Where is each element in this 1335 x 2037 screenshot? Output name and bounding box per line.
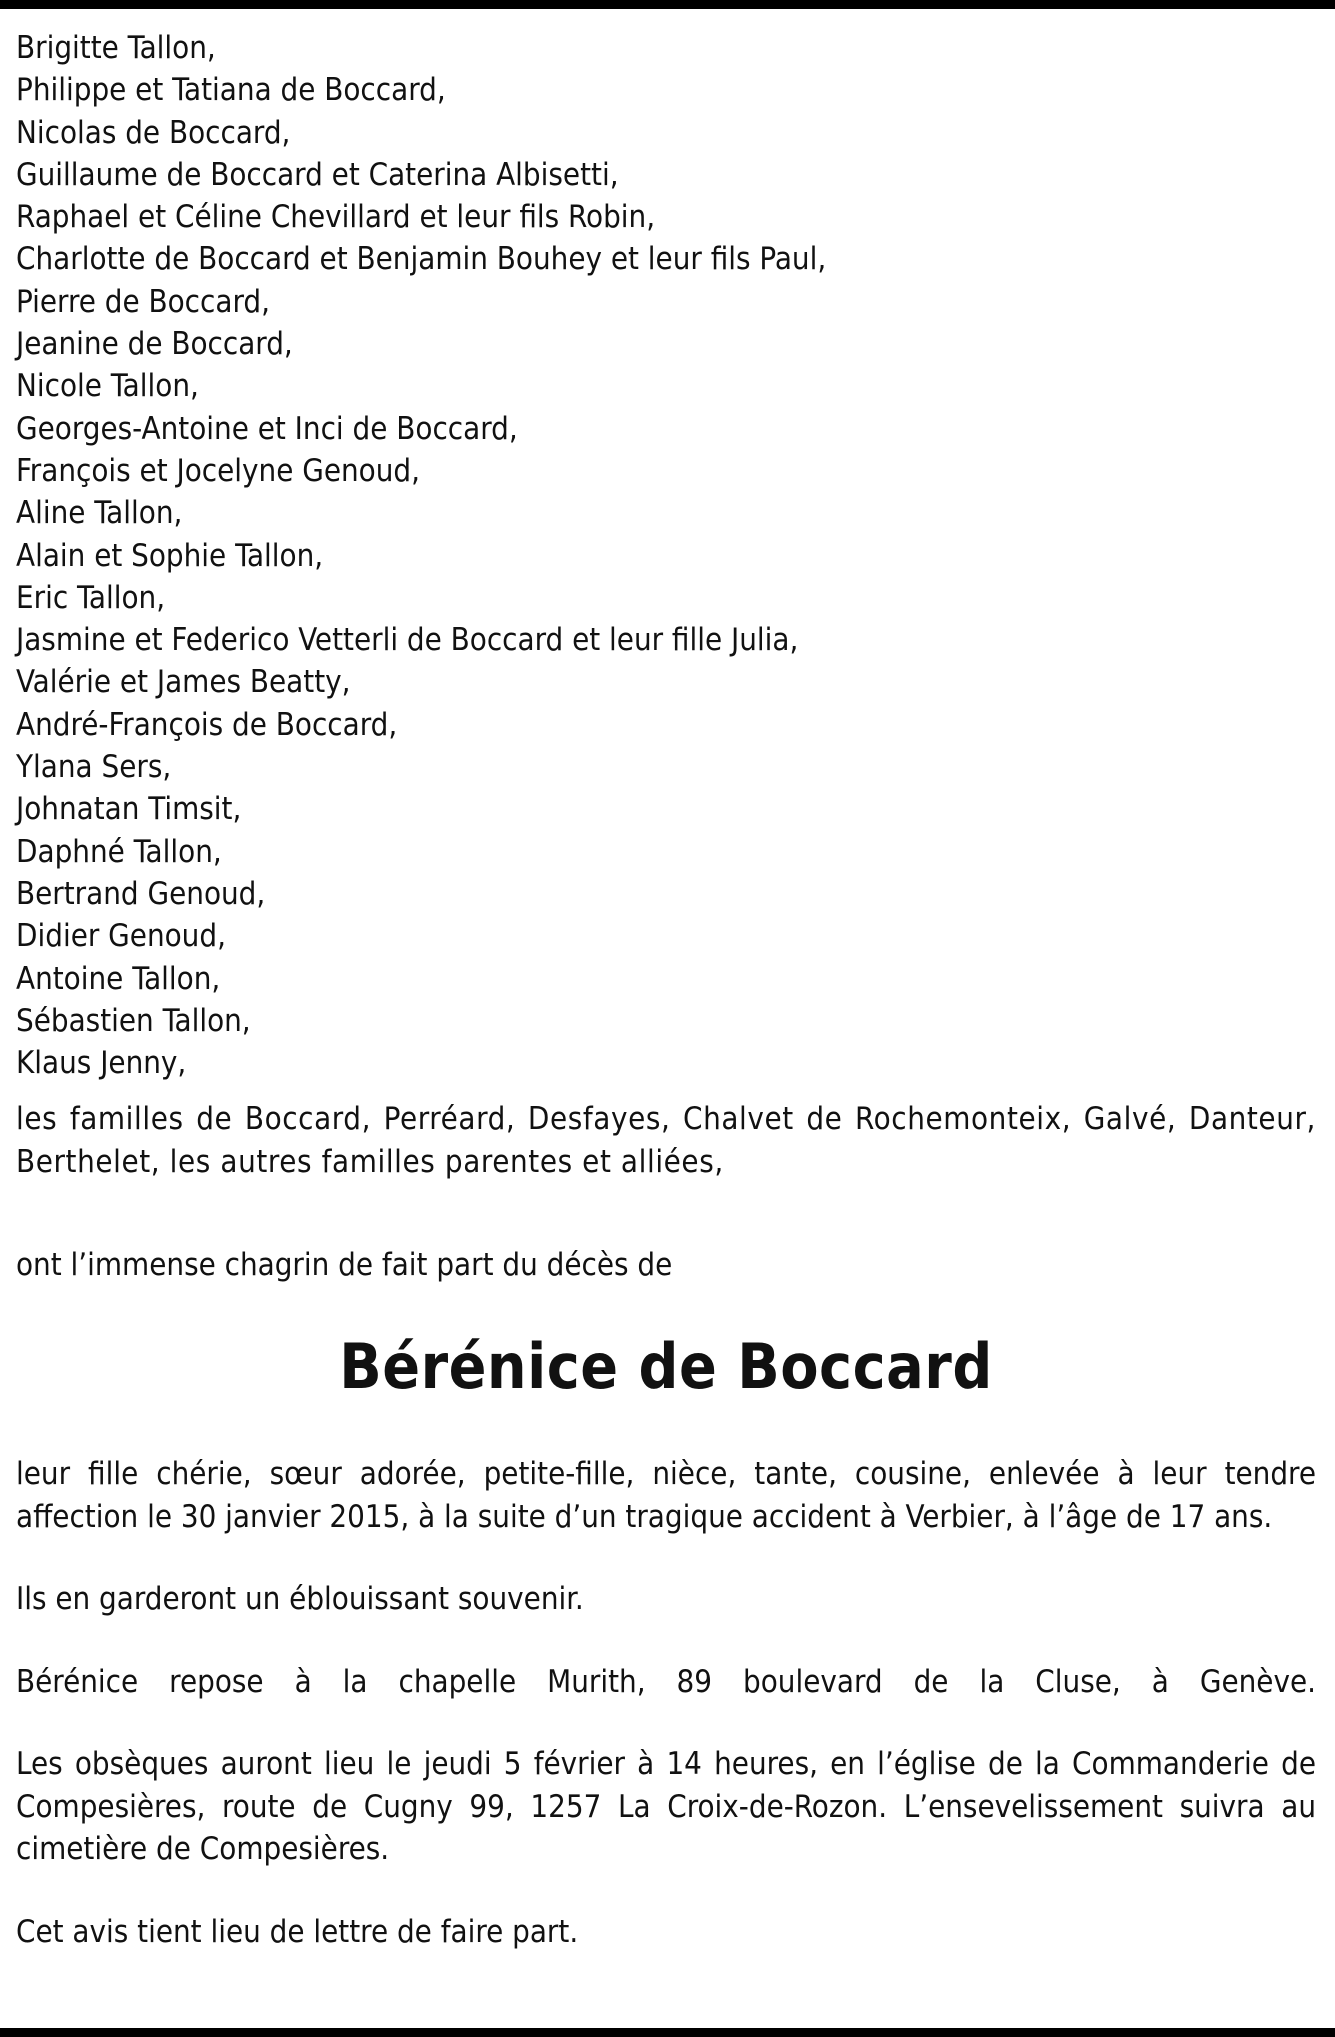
funeral-paragraph: Les obsèques auront lieu le jeudi 5 février à 14 heures, en l’église de la Commanderie de Compesières, route de Cugny 99, 1257 La Croix-de-Rozon. L’ensevelissement suivra au cimetière de Compesières. <box>16 1746 1316 1868</box>
mourner-name: Guillaume de Boccard et Caterina Albisetti, <box>16 156 619 193</box>
mourner-name: Aline Tallon, <box>16 495 183 532</box>
mourner-name: Bertrand Genoud, <box>16 875 266 912</box>
mourner-name: Antoine Tallon, <box>16 960 221 997</box>
mourner-name: Jasmine et Federico Vetterli de Boccard et leur fille Julia, <box>16 622 799 659</box>
mourner-name: Nicole Tallon, <box>16 368 199 405</box>
mourner-name: André-François de Boccard, <box>16 706 398 743</box>
mourner-name: Valérie et James Beatty, <box>16 664 351 701</box>
mourner-name: Raphael et Céline Chevillard et leur fils Robin, <box>16 199 656 236</box>
mourner-name: Georges-Antoine et Inci de Boccard, <box>16 410 518 447</box>
mourner-name: Charlotte de Boccard et Benjamin Bouhey et leur fils Paul, <box>16 241 827 278</box>
deceased-name: Bérénice de Boccard <box>339 1330 993 1404</box>
mourner-name: Philippe et Tatiana de Boccard, <box>16 72 446 109</box>
mourner-name: François et Jocelyne Genoud, <box>16 452 420 489</box>
mourner-name: Daphné Tallon, <box>16 833 222 870</box>
mourner-name: Nicolas de Boccard, <box>16 114 291 151</box>
mourner-name: Pierre de Boccard, <box>16 283 270 320</box>
mourner-name: Klaus Jenny, <box>16 1045 187 1082</box>
mourner-name: Eric Tallon, <box>16 579 166 616</box>
mourner-name: Jeanine de Boccard, <box>16 326 293 363</box>
closing-paragraph: Cet avis tient lieu de lettre de faire part. <box>16 1913 579 1950</box>
rest-paragraph: Bérénice repose à la chapelle Murith, 89 boulevard de la Cluse, à Genève. <box>16 1663 1316 1700</box>
mourner-name: Sébastien Tallon, <box>16 1002 251 1039</box>
families-line: les familles de Boccard, Perréard, Desfayes, Chalvet de Rochemonteix, Galvé, Danteur, Berthelet, les autres familles parentes et alliées, <box>16 1101 1316 1181</box>
memory-paragraph: Ils en garderont un éblouissant souvenir. <box>16 1581 584 1618</box>
mourner-name: Brigitte Tallon, <box>16 30 216 66</box>
announcement-intro: ont l’immense chagrin de fait part du décès de <box>16 1247 673 1284</box>
mourners-list <box>16 27 1316 1084</box>
mourner-name: Ylana Sers, <box>16 749 172 786</box>
relation-paragraph: leur fille chérie, sœur adorée, petite-fille, nièce, tante, cousine, enlevée à leur tendre affection le 30 janvier 2015, à la suite d’un tragique accident à Verbier, à l’âge de 17 ans. <box>16 1456 1316 1535</box>
mourner-name: Johnatan Timsit, <box>16 791 242 828</box>
mourner-name: Alain et Sophie Tallon, <box>16 537 324 574</box>
mourner-name: Didier Genoud, <box>16 918 226 955</box>
